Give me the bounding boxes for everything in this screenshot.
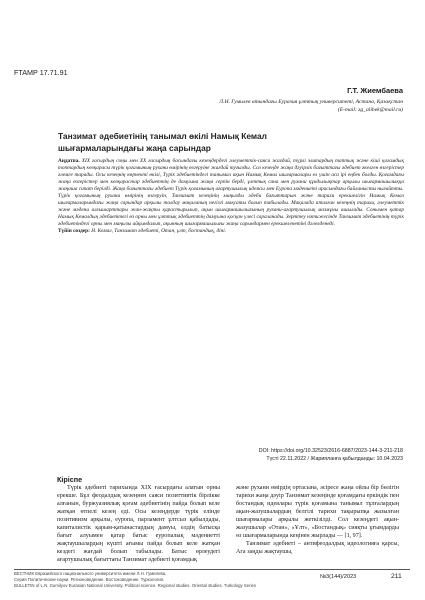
affiliation-email: (E-mail: zg_alibek@mail.ru)	[337, 107, 403, 113]
submission-dates: Түсті 22.11.2022 / Жарияланға қабылданды: 10.04.2023	[266, 456, 403, 462]
body-column-left	[57, 485, 220, 565]
footer-line-1: ВЕСТНИК Евразийского национального университета имени Л.Н. Гумилева.	[14, 571, 167, 576]
title-line-1: Танзимат әдебиетінің танымал өкілі Намық Кемал	[58, 131, 267, 141]
doi-link[interactable]: DOI: https://doi.org/10.32523/2616-6887/2023-144-3-211-218	[258, 448, 403, 454]
article-title	[58, 130, 388, 154]
keywords-text: Н. Кемал, Танзимат әдебиеті, Отан, ұлт, бостандық, діні.	[91, 228, 227, 235]
abstract-text-1: XIX ғасырдың соңы мен XX ғасырдың басындағы кезеңдердегі әлеуметтік-саяси жағдай, түрлі элитардың таптық және кіші қоғамдық топтардың көзқарасы түрік қоғамының рухани өмірінің өзгеруіне жағдай туғызды. Сол кезеңде жаңа дәуірлік бағыттағы әдебиет әкелген өзгерістер әлемге тарады. Осы кезеңнің көрнекті өкілі, Түрік әдебиетіндегі танымал ақын Намық Кемал шығармалары ел үшін аса ірі еңбек болды. Қоғамдағы жаңа өзгерістер мен көзқарастар әдебиеттің де дамуына жаңа серпін берді, ұлттық сана мен рухани құндылықтар арқылы шығармашылыққа жаңаша сипат берілді. Жаңа бағыттағы әдебиет Түрік қоғамының ағартушылық идеясы мен Еуропа мәдениеті арасындағы байланысты нығайтты.	[58, 158, 404, 193]
body-paragraph: Танзимат әдебиеті – антифеодалдық идеологияға қарсы, Ага заңды жақтаушы,	[236, 540, 399, 555]
irstam-code: FTAMP 17.71.91	[14, 68, 68, 77]
affiliation-line: Л.Н. Гумилев атындағы Еуразия ұлттық университеті, Астана, Қазақстан	[219, 99, 403, 105]
page-number: 211	[391, 573, 402, 580]
author-name: Г.Т. Жиембаева	[347, 86, 403, 95]
journal-footer	[14, 571, 314, 589]
keywords-line	[58, 228, 404, 235]
body-column-right	[236, 485, 399, 557]
abstract-block	[58, 158, 404, 236]
abstract-label: Аңдатпа.	[58, 158, 80, 164]
section-heading-introduction: Кіріспе	[57, 475, 83, 484]
abstract-paragraph-1	[58, 158, 404, 193]
author-affiliation	[73, 98, 403, 114]
issue-number: №3(144)/2023	[320, 574, 357, 580]
footer-line-3: BULLETIN of L.N. Gumilyov Eurasian National University. Political science. Regional studies. Oriental studies. Turkology Series	[14, 583, 257, 589]
keywords-label: Түйін сөздер:	[58, 228, 90, 235]
title-line-2: шығармаларындағы жаңа сарындар	[58, 143, 211, 153]
body-paragraph: және рухани өмірдің ортасына, әсіресе жаңа ойлы бір бөлігін тарихи жаңа дәуір Танзимат кезеңінде қоғамдағы еркіндік пен бостандық идеялары түрік қоғамына танымал тұлғалардың ақын-жазушылардың белгілі тарихи тақырыпқа жазылған шығармалары арқылы жеткізілді. Сол кезеңдегі ақын-жазушылар «Отан», «Ұлт», «Бостандық» сияқты ұғымдарды өз шығармаларында кеңінен жырлады — [1, 97].	[236, 485, 399, 539]
footer-divider	[14, 569, 410, 570]
body-paragraph: Түрік әдебиеті тарихында XIX ғасырдағы алатын орны ерекше. Бұл феодалдық кезеңнен саяси позиттивтік бірлікке алғанын, буржуазиялық қоғам әдебиетінің пайда болып келе жатқан өтпелі кезең еді. Осы кезеңдерде түрік елінде позитивизм арқылы, еуропа, парламент ұлтсыз қабылдады, капиталистік қарым-қатынастардың дамуы, елдің батысқа бағыт алуымен қатар батыс еуропалық мәдениетті жақтаушылардың күшті ағымы пайда болып келе жатқан кездегі жағдай болып табылады. Батыс өрлеудегі ағартушылық бағыттағы Танзимат әдебиеті қоғамдық	[57, 485, 220, 563]
footer-line-2: Серия Политические науки. Регионоведение. Востоковедение. Туркология.	[14, 577, 165, 583]
abstract-paragraph-2: Түрік қоғамының рухани өмірінің өзгеруін, Танзимат кезеңінің маңызды әдеби бағыттарын және тарихи ерекшелігін Намық Кемал шығармаларындағы жаңа сарындар арқылы талдау мақаланың негізгі мақсаты болып табылады. Мақалада аталған кезеңнің тарихи, әлеуметтік және мәдени алғышарттары жан-жақты қарастырылып, ақын шығармашылығының рухани-ағартушылық мазмұны ашылады. Сонымен қатар Намық Кемалдың әдебиеттегі өз орны мен ұлттық әдебиеттің дамуына қосқан үлесі сараланады. Зерттеу нәтижесінде Танзимат әдебиетінің түрік әдебиетіндегі орны мен маңызы айқындалып, ақынның шығармашылығы жаңа сарындармен ерекшеленетіні дәлелденеді.	[58, 193, 404, 228]
